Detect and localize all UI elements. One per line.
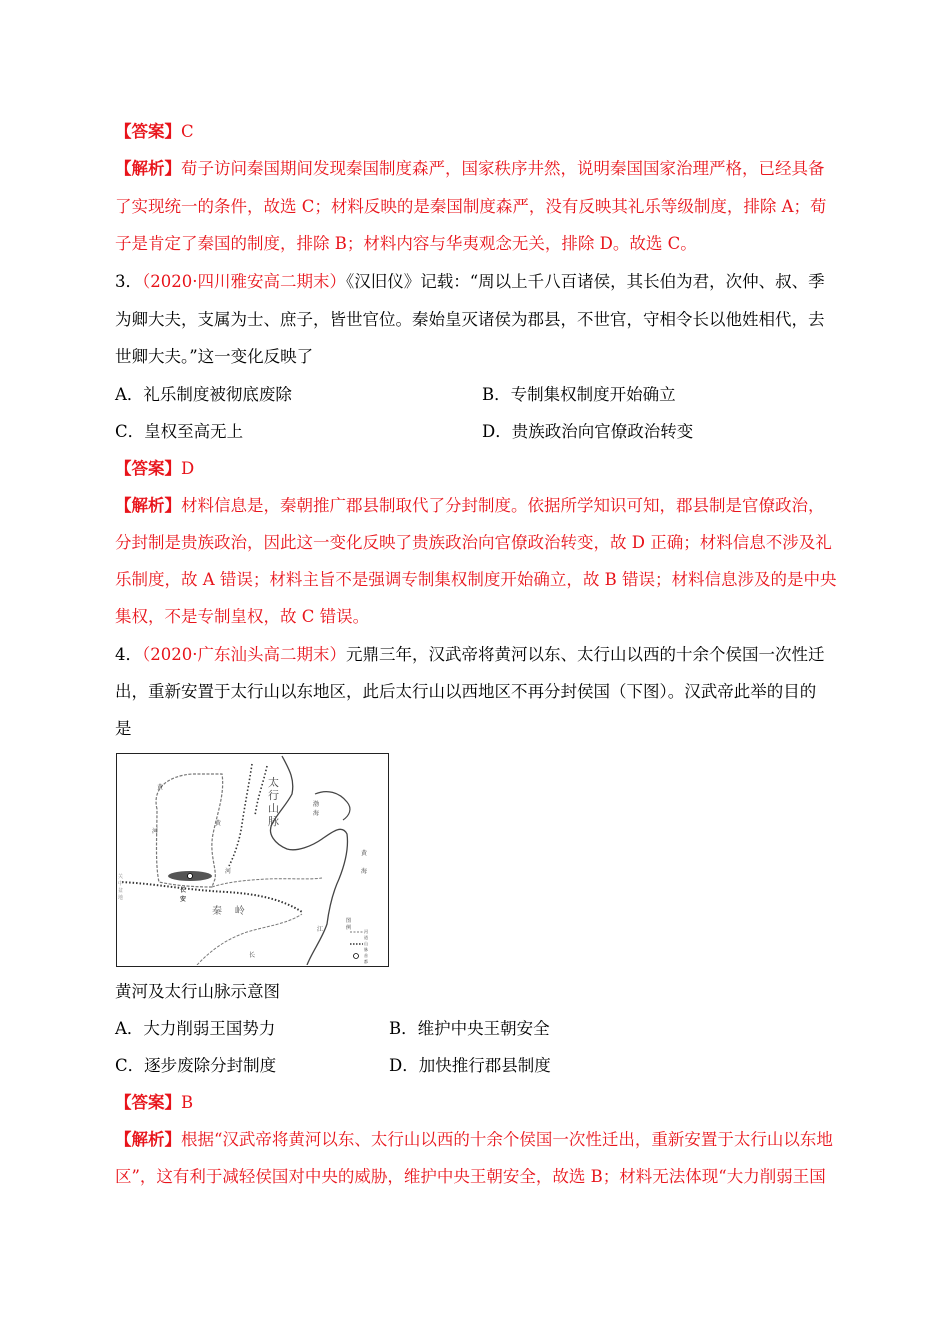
q2-analysis-line-2: 了实现统一的条件，故选 C；材料反映的是秦国制度森严，没有反映其礼乐等级制度，排除 A；荀 <box>115 197 827 216</box>
taihang-range-2 <box>255 766 267 816</box>
question-source: （2020·四川雅安高二期末） <box>142 272 346 291</box>
q3-analysis-line-1 <box>115 494 825 518</box>
legend-mountain-label: 山脉 <box>364 941 368 952</box>
q3-stem-line-1 <box>115 270 825 294</box>
q2-analysis-line-3: 子是肯定了秦国的制度，排除 B；材料内容与华夷观念无关，排除 D。故选 C。 <box>115 234 697 253</box>
map-label-guanzhong: 关中盆地 <box>118 874 124 901</box>
map-label-he-east: 河 <box>225 868 232 875</box>
q3-stem-line-3: 世卿大夫。”这一变化反映了 <box>115 347 314 366</box>
q3-analysis-line-2: 分封制是贵族政治，因此这一变化反映了贵族政治向官僚政治转变，故 D 正确；材料信息不涉及礼 <box>115 533 832 552</box>
q2-answer <box>115 120 194 144</box>
qinling-char-1: 秦 <box>212 906 222 917</box>
stem-text: 元鼎三年，汉武帝将黄河以东、太行山以西的十余个侯国一次性迁 <box>346 645 825 664</box>
map-label-huanghai-2: 海 <box>361 868 368 875</box>
legend-title: 图例 <box>346 918 352 931</box>
q4-option-d: D．加快推行郡县制度 <box>389 1056 551 1075</box>
taihang-char-3: 山 <box>268 802 279 815</box>
map-label-bohai: 渤海 <box>313 801 320 817</box>
q3-option-c: C．皇权至高无上 <box>115 422 244 441</box>
yellow-river-east <box>212 878 322 887</box>
question-source: （2020·广东汕头高二期末） <box>142 645 346 664</box>
analysis-text: 材料信息是，秦朝推广郡县制取代了分封制度。依据所学知识可知，郡县制是官僚政治， <box>181 496 825 515</box>
map-label-chang: 长 <box>249 952 256 959</box>
taihang-char-2: 行 <box>268 789 279 802</box>
legend-capital-label: 首都 <box>364 953 368 964</box>
q3-option-b: B．专制集权制度开始确立 <box>482 385 676 404</box>
q4-option-b: B．维护中央王朝安全 <box>389 1019 550 1038</box>
q3-option-d: D．贵族政治向官僚政治转变 <box>482 422 694 441</box>
legend-river-label: 河道 <box>364 929 368 940</box>
q3-analysis-line-4: 集权，不是专制皇权，故 C 错误。 <box>115 607 370 626</box>
yellow-river-taihang-map <box>116 753 389 967</box>
map-label-huanghai-1: 黄 <box>361 850 368 857</box>
q4-option-a: A．大力削弱王国势力 <box>115 1019 276 1038</box>
taihang-range <box>229 764 252 866</box>
taihang-char-4: 脉 <box>268 815 279 828</box>
stem-text: 《汉旧仪》记载：“周以上千八百诸侯，其长伯为君，次仲、叔、季 <box>346 272 825 291</box>
question-number: 4． <box>115 645 142 664</box>
q4-stem-line-2: 出，重新安置于太行山以东地区，此后太行山以西地区不再分封侯国（下图）。汉武帝此举的目的 <box>115 682 817 701</box>
map-label-changan: 长安 <box>180 887 187 903</box>
map-label-jiang: 江 <box>317 926 324 933</box>
q3-stem-line-2: 为卿大夫，支属为士、庶子，皆世官位。秦始皇灭诸侯为郡县，不世官，守相令长以他姓相代，去 <box>115 310 825 329</box>
analysis-tag: 【解析】 <box>115 496 181 515</box>
q3-analysis-line-3: 乐制度，故 A 错误；材料主旨不是强调专制集权制度开始确立，故 B 错误；材料信息涉及的是中央 <box>115 570 837 589</box>
q3-answer <box>115 457 194 481</box>
q4-option-c: C．逐步废除分封制度 <box>115 1056 277 1075</box>
answer-tag: 【答案】 <box>115 1093 181 1112</box>
q3-option-a: A．礼乐制度被彻底废除 <box>115 385 292 404</box>
q4-stem-line-1 <box>115 643 825 667</box>
analysis-text: 根据“汉武帝将黄河以东、太行山以西的十余个侯国一次性迁出，重新安置于太行山以东地 <box>181 1130 833 1149</box>
map-label-he: 河 <box>152 828 159 835</box>
map-label-qinling <box>212 902 245 917</box>
question-number: 3． <box>115 272 142 291</box>
changan-capital-icon <box>188 874 193 879</box>
map-label-taihang <box>268 776 279 828</box>
q4-analysis-line-1 <box>115 1128 833 1152</box>
q4-stem-line-3: 是 <box>115 719 132 738</box>
yellow-river-loop <box>156 774 223 887</box>
q4-answer <box>115 1091 193 1115</box>
map-label-huang-east: 黄 <box>215 820 222 827</box>
answer-value: C <box>181 122 194 141</box>
analysis-text: 荀子访问秦国期间发现秦国制度森严，国家秩序井然，说明秦国国家治理严格，已经具备 <box>181 159 825 178</box>
coastline-bay <box>315 792 350 820</box>
answer-tag: 【答案】 <box>115 459 181 478</box>
taihang-char-1: 太 <box>268 776 279 789</box>
answer-value: B <box>181 1093 194 1112</box>
analysis-tag: 【解析】 <box>115 1130 181 1149</box>
q2-analysis-line-1 <box>115 157 825 181</box>
coastline <box>270 756 347 965</box>
qinling-char-2: 岭 <box>234 906 245 917</box>
answer-tag: 【答案】 <box>115 122 181 141</box>
q4-map-caption: 黄河及太行山脉示意图 <box>115 982 280 1001</box>
map-label-huang: 黄 <box>157 784 164 791</box>
answer-value: D <box>181 459 195 478</box>
legend-capital-icon <box>354 954 359 959</box>
q4-analysis-line-2: 区”，这有利于减轻侯国对中央的威胁，维护中央王朝安全，故选 B；材料无法体现“大力削弱王国 <box>115 1167 826 1186</box>
analysis-tag: 【解析】 <box>115 159 181 178</box>
